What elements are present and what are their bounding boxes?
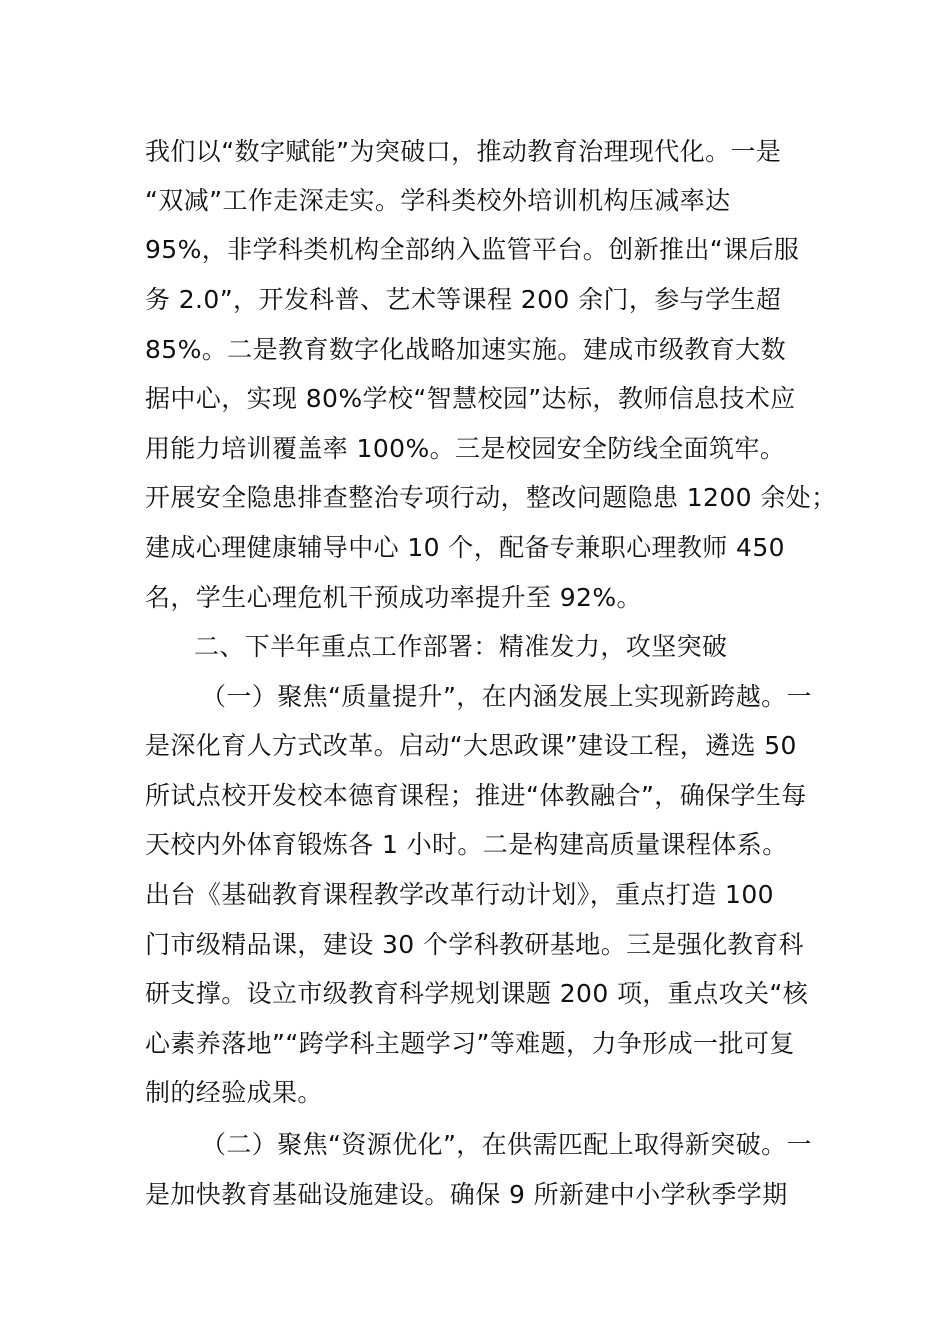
paragraph-line: 95%，非学科类机构全部纳入监管平台。创新推出“课后服 [145,235,800,264]
paragraph-line: 据中心，实现 80%学校“智慧校园”达标，教师信息技术应 [145,384,796,413]
subsection-heading-line: （二）聚焦“资源优化”，在供需匹配上取得新突破。一 [201,1130,812,1159]
paragraph-line: 是深化育人方式改革。启动“大思政课”建设工程，遴选 50 [145,731,797,760]
paragraph-line: 建成心理健康辅导中心 10 个，配备专兼职心理教师 450 [145,533,785,562]
paragraph-line: 研支撑。设立市级教育科学规划课题 200 项，重点攻关“核 [145,979,809,1008]
paragraph-line: 心素养落地”“跨学科主题学习”等难题，力争形成一批可复 [145,1029,795,1058]
paragraph-line: 开展安全隐患排查整治专项行动，整改问题隐患 1200 余处； [145,483,837,512]
paragraph-line: 出台《基础教育课程教学改革行动计划》，重点打造 100 [145,880,774,909]
paragraph-line: 85%。二是教育数字化战略加速实施。建成市级教育大数 [145,335,786,364]
paragraph-line: 名，学生心理危机干预成功率提升至 92%。 [145,583,642,612]
section-heading: 二、下半年重点工作部署：精准发力，攻坚突破 [194,632,728,661]
paragraph-line: 用能力培训覆盖率 100%。三是校园安全防线全面筑牢。 [145,434,786,463]
paragraph-line: 门市级精品课，建设 30 个学科教研基地。三是强化教育科 [145,930,804,959]
subsection-heading-line: （一）聚焦“质量提升”，在内涵发展上实现新跨越。一 [201,682,812,711]
paragraph-line: “双减”工作走深走实。学科类校外培训机构压减率达 [145,186,731,215]
paragraph-line: 我们以“数字赋能”为突破口，推动教育治理现代化。一是 [145,137,782,166]
paragraph-line: 天校内外体育锻炼各 1 小时。二是构建高质量课程体系。 [145,830,788,859]
paragraph-line: 所试点校开发校本德育课程；推进“体教融合”，确保学生每 [145,781,807,810]
paragraph-line: 务 2.0”，开发科普、艺术等课程 200 余门，参与学生超 [145,285,782,314]
paragraph-line: 制的经验成果。 [145,1078,323,1107]
paragraph-line: 是加快教育基础设施建设。确保 9 所新建中小学秋季学期 [145,1180,788,1209]
